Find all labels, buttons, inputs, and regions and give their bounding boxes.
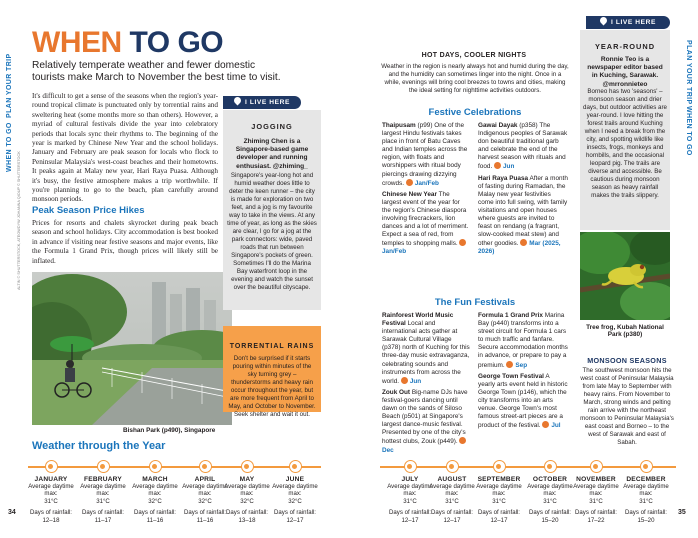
- i-live-here-label: I LIVE HERE: [244, 99, 291, 106]
- hot-heading: HOT DAYS, COOLER NIGHTS: [421, 52, 527, 59]
- frog-image: [580, 232, 670, 320]
- month-name: SEPTEMBER: [477, 476, 521, 483]
- max-value: 31°C: [492, 497, 506, 505]
- rain-label: Days of rainfall:: [389, 509, 431, 517]
- photo-credit: ALTIN © SHUTTERSTOCK, ATEOWDYW JOHANNA QIOUP © SHUTTERSTOCK: [17, 151, 21, 290]
- max-label: Average daytime max:: [28, 483, 74, 498]
- rain-value: 15–20: [541, 516, 559, 524]
- gawai-dayak-entry: Gawai Dayak (p358) The Indigenous peoples of Sarawak don beautiful traditional garb and celebrate the end of the harvest season with rituals and food. Jun: [478, 122, 568, 171]
- peak-text: Prices for resorts and chalets skyrocket during peak beach season and school holidays. City accommodation is best booked in advance if visiting near festive seasons and major events, like the Formula 1 Grand Prix, though prices will likely still be inflated.: [32, 219, 218, 265]
- park-image: [32, 272, 232, 425]
- rain-value: 11–17: [94, 516, 112, 524]
- jogging-heading: JOGGING: [251, 122, 293, 131]
- zouk-out-entry: Zouk Out Big-name DJs have festival-goers dancing until dawn on the sands of Siloso Beach (p501) at Singapore's largest dance-music festival. Presented by one of the city's hottest clubs, Zouk (p449). Dec: [382, 388, 468, 454]
- celebrations-col2: [478, 122, 568, 260]
- sun-icon: [544, 460, 557, 473]
- rain-value: 12–17: [443, 516, 461, 524]
- year-round-text: Borneo has two 'seasons' – monsoon season and drier days, but outdoor activities are year-round. I love hitting the forest trails around Kuching when I need a break from the city, and spotting wildlife like insects, frogs, monkeys and hornbills, and the occasional leopard pig. The trails are diverse and accessible. Be cautious during monsoon season as heavy rainfall makes the trails slippery.: [583, 88, 667, 199]
- intro-text: Relatively temperate weather and fewer domestic tourists make March to November the best time to visit.: [32, 60, 281, 83]
- page-number-right: 35: [678, 509, 686, 516]
- rain-value: 12–17: [286, 516, 304, 524]
- rain-value: 11–16: [196, 516, 214, 524]
- max-label: Average daytime max:: [429, 483, 475, 498]
- weather-month: [619, 460, 673, 524]
- page-title: [32, 28, 223, 58]
- monsoon-text: The southwest monsoon hits the west coast of Peninsular Malaysia from late May to September with heavy rains. From November to March, strong winds and pelting rain arrive with the northeast monsoon to Peninsular Malaysia's east coast and Borneo – to the west of Sarawak and east of Sabah.: [580, 367, 674, 446]
- month-name: MAY: [239, 476, 255, 483]
- month-name: JULY: [401, 476, 419, 483]
- max-value: 32°C: [240, 497, 254, 505]
- sun-icon: [493, 460, 506, 473]
- max-label: Average daytime max:: [527, 483, 573, 498]
- max-label: Average daytime max:: [182, 483, 228, 498]
- bishan-caption: Bishan Park (p490), Singapore: [123, 427, 216, 434]
- rain-label: Days of rainfall:: [431, 509, 473, 517]
- formula-1-entry: Formula 1 Grand Prix Marina Bay (p440) transforms into a street circuit for Formula 1 cars to much traffic and fanfare. Secure accommodation months in advance, or prepare to pay a premium. Sep: [478, 312, 568, 369]
- rains-text: Don't be surprised if it starts pouring within minutes of the sky turning grey – thunderstorms and heavy rain occur throughout the year, but are more frequent from April to May, and October to November. Seek shelter and wait it out.: [228, 355, 316, 418]
- weather-month: [220, 460, 274, 524]
- max-label: Average daytime max:: [224, 483, 270, 498]
- weather-month: [268, 460, 322, 524]
- max-label: Average daytime max:: [623, 483, 669, 498]
- month-name: APRIL: [194, 476, 216, 483]
- max-value: 31°C: [96, 497, 110, 505]
- month-name: MARCH: [142, 476, 168, 483]
- bishan-park-photo: [32, 272, 232, 425]
- sun-icon: [45, 460, 58, 473]
- calendar-icon: [459, 239, 466, 246]
- celebrations-col1: [382, 122, 470, 260]
- side-label-when: WHEN TO GO: [6, 122, 13, 172]
- rain-label: Days of rainfall:: [478, 509, 520, 517]
- title-when: WHEN: [32, 26, 122, 59]
- title-to-go: TO GO: [129, 26, 224, 59]
- max-value: 31°C: [543, 497, 557, 505]
- month-name: FEBRUARY: [84, 476, 122, 483]
- page-number-left: 34: [8, 509, 16, 516]
- right-side-tab: [678, 0, 698, 538]
- rain-value: 12–17: [401, 516, 419, 524]
- sun-icon: [289, 460, 302, 473]
- george-town-entry: George Town Festival A yearly arts event held in historic George Town (p146), which the city transforms into an arts venue. George Town's most famous street-art pieces are a product of the festival. Jul: [478, 372, 568, 430]
- sun-icon: [640, 460, 653, 473]
- year-round-heading: YEAR-ROUND: [594, 42, 656, 51]
- rain-label: Days of rainfall:: [184, 509, 226, 517]
- calendar-icon: [401, 377, 408, 384]
- body-text: It's difficult to get a sense of the seasons when the region's year-round tropical climate is punctuated only by torrential rains and sweltering heat (some months more so than others). However, a myriad of cultural festivals divide the year into celebratory periods that locals sync their rhythms to. The beginning of the year is marked by Chinese New Year and the school holidays. January and February are peak season for locals who flock to Peninsular Malaysia's west-coast beaches and their hometowns. It peaks again at Malay new year, Hari Raya Puasa. Although it's busy, the festive atmosphere makes a trip worthwhile. If you're planning to go to the beach, plan carefully around monsoon periods.: [32, 92, 218, 204]
- location-pin-icon: [233, 96, 243, 106]
- weather-heading: Weather through the Year: [32, 440, 166, 452]
- rain-value: 15–20: [637, 516, 655, 524]
- hari-raya-entry: Hari Raya Puasa After a month of fasting during Ramadan, the Malay new year festivities come into full swing, with family visitations and open houses where guests are invited to feast on rendang (a fragrant, slow-cooked meat stew) and other goodies. Mar (2025, 2026): [478, 174, 568, 256]
- location-pin-icon: [599, 16, 609, 26]
- month-name: NOVEMBER: [576, 476, 616, 483]
- max-value: 31°C: [589, 497, 603, 505]
- i-live-here-tag: [223, 96, 301, 109]
- i-live-here-label-right: I LIVE HERE: [610, 19, 657, 26]
- max-value: 32°C: [148, 497, 162, 505]
- weather-month: [425, 460, 479, 524]
- max-value: 31°C: [403, 497, 417, 505]
- calendar-icon: [520, 239, 527, 246]
- calendar-icon: [494, 162, 501, 169]
- fun-col1: [382, 312, 470, 458]
- rain-value: 13–18: [238, 516, 256, 524]
- peak-heading: Peak Season Price Hikes: [32, 205, 145, 216]
- month-name: AUGUST: [437, 476, 467, 483]
- rain-value: 12–17: [490, 516, 508, 524]
- frog-caption: Tree frog, Kubah National Park (p380): [586, 324, 664, 338]
- sun-icon: [149, 460, 162, 473]
- max-value: 31°C: [639, 497, 653, 505]
- max-value: 32°C: [288, 497, 302, 505]
- jogging-text: Singapore's year-long hot and humid weather does little to deter the keen runner – the city is made for exploration on two feet, and a jog is my favourite way to take in the views. At any time of year, as long as the skies are clear, I go for a jog at the park connectors: wide, paved roads that run between Singapore's pockets of green. Sometimes I'll do the Marina Bay waterfront loop in the evening and watch the sunset over the beautiful cityscape.: [227, 172, 317, 291]
- chinese-new-year-entry: Chinese New Year The largest event of the year for the region's Chinese diaspora involving firecrackers, lion dances and a lot of merriment. Expect a sea of red, from temples to shopping malls. Jan/Feb: [382, 190, 469, 256]
- rain-label: Days of rainfall:: [82, 509, 124, 517]
- calendar-icon: [506, 361, 513, 368]
- hot-text: Weather in the region is nearly always hot and humid during the day, and the humidity can sometimes linger into the night. Once in a while, evenings will bring cool breezes to towns and cities, making the ideal setting for nighttime activities outdoors.: [381, 63, 569, 94]
- i-live-here-tag-right: [586, 16, 670, 29]
- fun-col2: [478, 312, 568, 433]
- sun-icon: [404, 460, 417, 473]
- rain-label: Days of rainfall:: [30, 509, 72, 517]
- rain-label: Days of rainfall:: [575, 509, 617, 517]
- month-name: JANUARY: [34, 476, 68, 483]
- jogging-author: Zhiming Chen is a Singapore-based game developer and running enthusiast. @zhiming_: [235, 138, 309, 170]
- side-label-when-right: WHEN TO GO: [685, 106, 692, 156]
- rain-label: Days of rainfall:: [134, 509, 176, 517]
- fun-heading: The Fun Festivals: [434, 297, 516, 308]
- max-label: Average daytime max:: [132, 483, 178, 498]
- rain-label: Days of rainfall:: [625, 509, 667, 517]
- max-value: 31°C: [44, 497, 58, 505]
- calendar-icon: [406, 179, 413, 186]
- rain-label: Days of rainfall:: [274, 509, 316, 517]
- max-label: Average daytime max:: [80, 483, 126, 498]
- month-name: OCTOBER: [532, 476, 568, 483]
- sun-icon: [97, 460, 110, 473]
- rains-heading: TORRENTIAL RAINS: [229, 343, 315, 350]
- weather-month: [128, 460, 182, 524]
- rain-value: 11–16: [146, 516, 164, 524]
- max-value: 32°C: [198, 497, 212, 505]
- rain-value: 17–22: [587, 516, 605, 524]
- rain-label: Days of rainfall:: [226, 509, 268, 517]
- side-label-plan: PLAN YOUR TRIP: [6, 53, 13, 118]
- rain-value: 12–18: [42, 516, 60, 524]
- month-name: JUNE: [285, 476, 305, 483]
- max-label: Average daytime max:: [272, 483, 318, 498]
- weather-month: [24, 460, 78, 524]
- year-round-author: Ronnie Teo is a newspaper editor based in Kuching, Sarawak. @mrronnieteo: [587, 56, 663, 88]
- side-label-plan-right: PLAN YOUR TRIP: [685, 40, 692, 105]
- calendar-icon: [459, 437, 466, 444]
- monsoon-heading: MONSOON SEASONS: [587, 356, 667, 365]
- sun-icon: [590, 460, 603, 473]
- rainforest-festival-entry: Rainforest World Music Festival Local and international acts gather at Sarawak Cultural Village (p378) north of Kuching for this three-day music extravaganza, celebrating sounds and instruments from across the world. Jun: [382, 312, 470, 385]
- celebrations-heading: Festive Celebrations: [428, 107, 522, 118]
- max-label: Average daytime max:: [476, 483, 522, 498]
- max-label: Average daytime max:: [573, 483, 619, 498]
- max-label: Average daytime max:: [387, 483, 433, 498]
- calendar-icon: [542, 421, 549, 428]
- sun-icon: [446, 460, 459, 473]
- rain-label: Days of rainfall:: [529, 509, 571, 517]
- weather-month: [472, 460, 526, 524]
- weather-month: [76, 460, 130, 524]
- month-name: DECEMBER: [626, 476, 666, 483]
- thaipusam-entry: Thaipusam (p99) One of the largest Hindu festivals takes place in front of Batu Caves and Indian temples across the region, with floats and worshippers with ritual body piercings drawing dizzying crowds. Jan/Feb: [382, 122, 468, 187]
- tree-frog-photo: [580, 232, 670, 320]
- sun-icon: [241, 460, 254, 473]
- weather-month: [569, 460, 623, 524]
- sun-icon: [199, 460, 212, 473]
- max-value: 31°C: [445, 497, 459, 505]
